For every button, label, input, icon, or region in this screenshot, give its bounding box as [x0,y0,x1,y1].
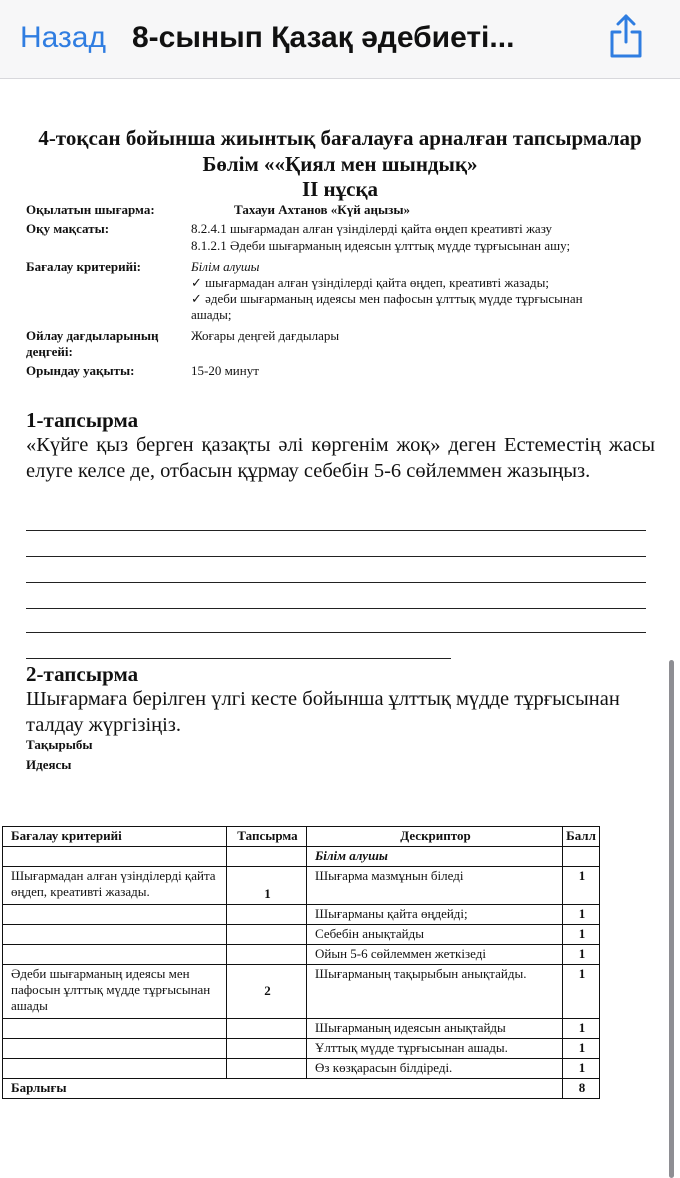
header-criterion: Бағалау критерийі [3,827,227,847]
criterion-1: Шығармадан алған үзінділерді қайта өңдеп, креативті жазады. [3,867,227,905]
score-8: 1 [563,1059,600,1079]
descriptor-1: Шығарма мазмұнын біледі [307,867,563,905]
criteria-intro: Білім алушы [191,259,260,274]
heading-line-2: Бөлім ««Қиял мен шындық» [202,152,478,176]
answer-line [26,582,646,583]
time-value: 15-20 минут [191,363,259,378]
total-value: 8 [563,1079,600,1099]
work-value: Тахауи Ахтанов «Күй аңызы» [234,202,410,217]
total-label: Барлығы [3,1079,563,1099]
task-2-title: 2-тапсырма [26,662,139,686]
answer-line [26,658,451,659]
score-6: 1 [563,1019,600,1039]
share-icon[interactable] [606,10,646,62]
thinking-label-1: Ойлау дағдыларының [26,328,159,343]
task-1-title: 1-тапсырма [26,408,139,432]
descriptor-5: Шығарманың тақырыбын анықтайды. [307,965,563,1019]
criterion-2: Әдеби шығарманың идеясы мен пафосын ұлттық мүдде тұрғысынан ашады [3,965,227,1019]
back-button[interactable]: Назад [20,21,106,54]
task-2-field-idea: Идеясы [26,757,72,772]
table-row [3,925,600,945]
descriptor-7: Ұлттық мүдде тұрғысынан ашады. [307,1039,563,1059]
answer-line [26,530,646,531]
thinking-value: Жоғары деңгей дағдылары [191,328,340,343]
score-2: 1 [563,905,600,925]
task-number-1: 1 [227,867,307,905]
descriptor-6: Шығарманың идеясын анықтайды [307,1019,563,1039]
criteria-2b: ашады; [191,307,232,322]
heading-line-1: 4-тоқсан бойынша жиынтық бағалауға арналған тапсырмалар [38,126,642,150]
task-2-text: Шығармаға берілген үлгі кесте бойынша ұлттық мүдде тұрғысынан талдау жүргізіңіз. [26,688,620,736]
score-3: 1 [563,925,600,945]
learner-label: Білім алушы [307,847,563,867]
table-row [3,867,600,905]
score-4: 1 [563,945,600,965]
time-label: Орындау уақыты: [26,363,135,378]
thinking-label-2: деңгейі: [26,344,73,359]
header-descriptor: Дескриптор [307,827,563,847]
table-header-row [3,827,600,847]
table-row [3,1019,600,1039]
task-number-2: 2 [227,965,307,1019]
score-1: 1 [563,867,600,905]
criteria-2a: ✓ әдеби шығарманың идеясы мен пафосын ұлттық мүдде тұрғысынан [191,291,583,306]
table-row [3,1059,600,1079]
navigation-bar [0,0,680,79]
table-row [3,965,600,1019]
score-5: 1 [563,965,600,1019]
table-row [3,847,600,867]
heading-variant: II нұсқа [301,177,379,201]
goal-1: 8.2.4.1 шығармадан алған үзінділерді қайта өңдеп креативті жазу [191,221,553,236]
criteria-label: Бағалау критерийі: [26,259,142,274]
task-2-field-topic: Тақырыбы [26,737,93,752]
descriptor-8: Өз көзқарасын білдіреді. [307,1059,563,1079]
answer-line [26,608,646,609]
descriptor-4: Ойын 5-6 сөйлеммен жеткізеді [307,945,563,965]
descriptor-3: Себебін анықтайды [307,925,563,945]
table-row [3,1039,600,1059]
criteria-1: ✓ шығармадан алған үзінділерді қайта өңдеп, креативті жазады; [191,275,549,290]
header-task: Тапсырма [227,827,307,847]
goals-label: Оқу мақсаты: [26,221,110,236]
answer-line [26,632,646,633]
document-title: 8-сынып Қазақ әдебиеті... [132,21,515,54]
grading-table [2,826,600,1099]
answer-line [26,556,646,557]
vertical-scrollbar[interactable] [669,660,674,1178]
table-total-row [3,1079,600,1099]
goal-2: 8.1.2.1 Әдеби шығарманың идеясын ұлттық мүдде тұрғысынан ашу; [191,238,571,253]
table-row [3,945,600,965]
header-score: Балл [563,827,600,847]
work-label: Оқылатын шығарма: [26,202,155,217]
table-row [3,905,600,925]
task-1-text: «Күйге қыз берген қазақты әлі көргенім жоқ» деген Естеместің жасы елуге келсе де, отбасын құрмау себебін 5-6 сөйлеммен жазыңыз. [26,434,655,482]
score-7: 1 [563,1039,600,1059]
descriptor-2: Шығарманы қайта өңдейді; [307,905,563,925]
